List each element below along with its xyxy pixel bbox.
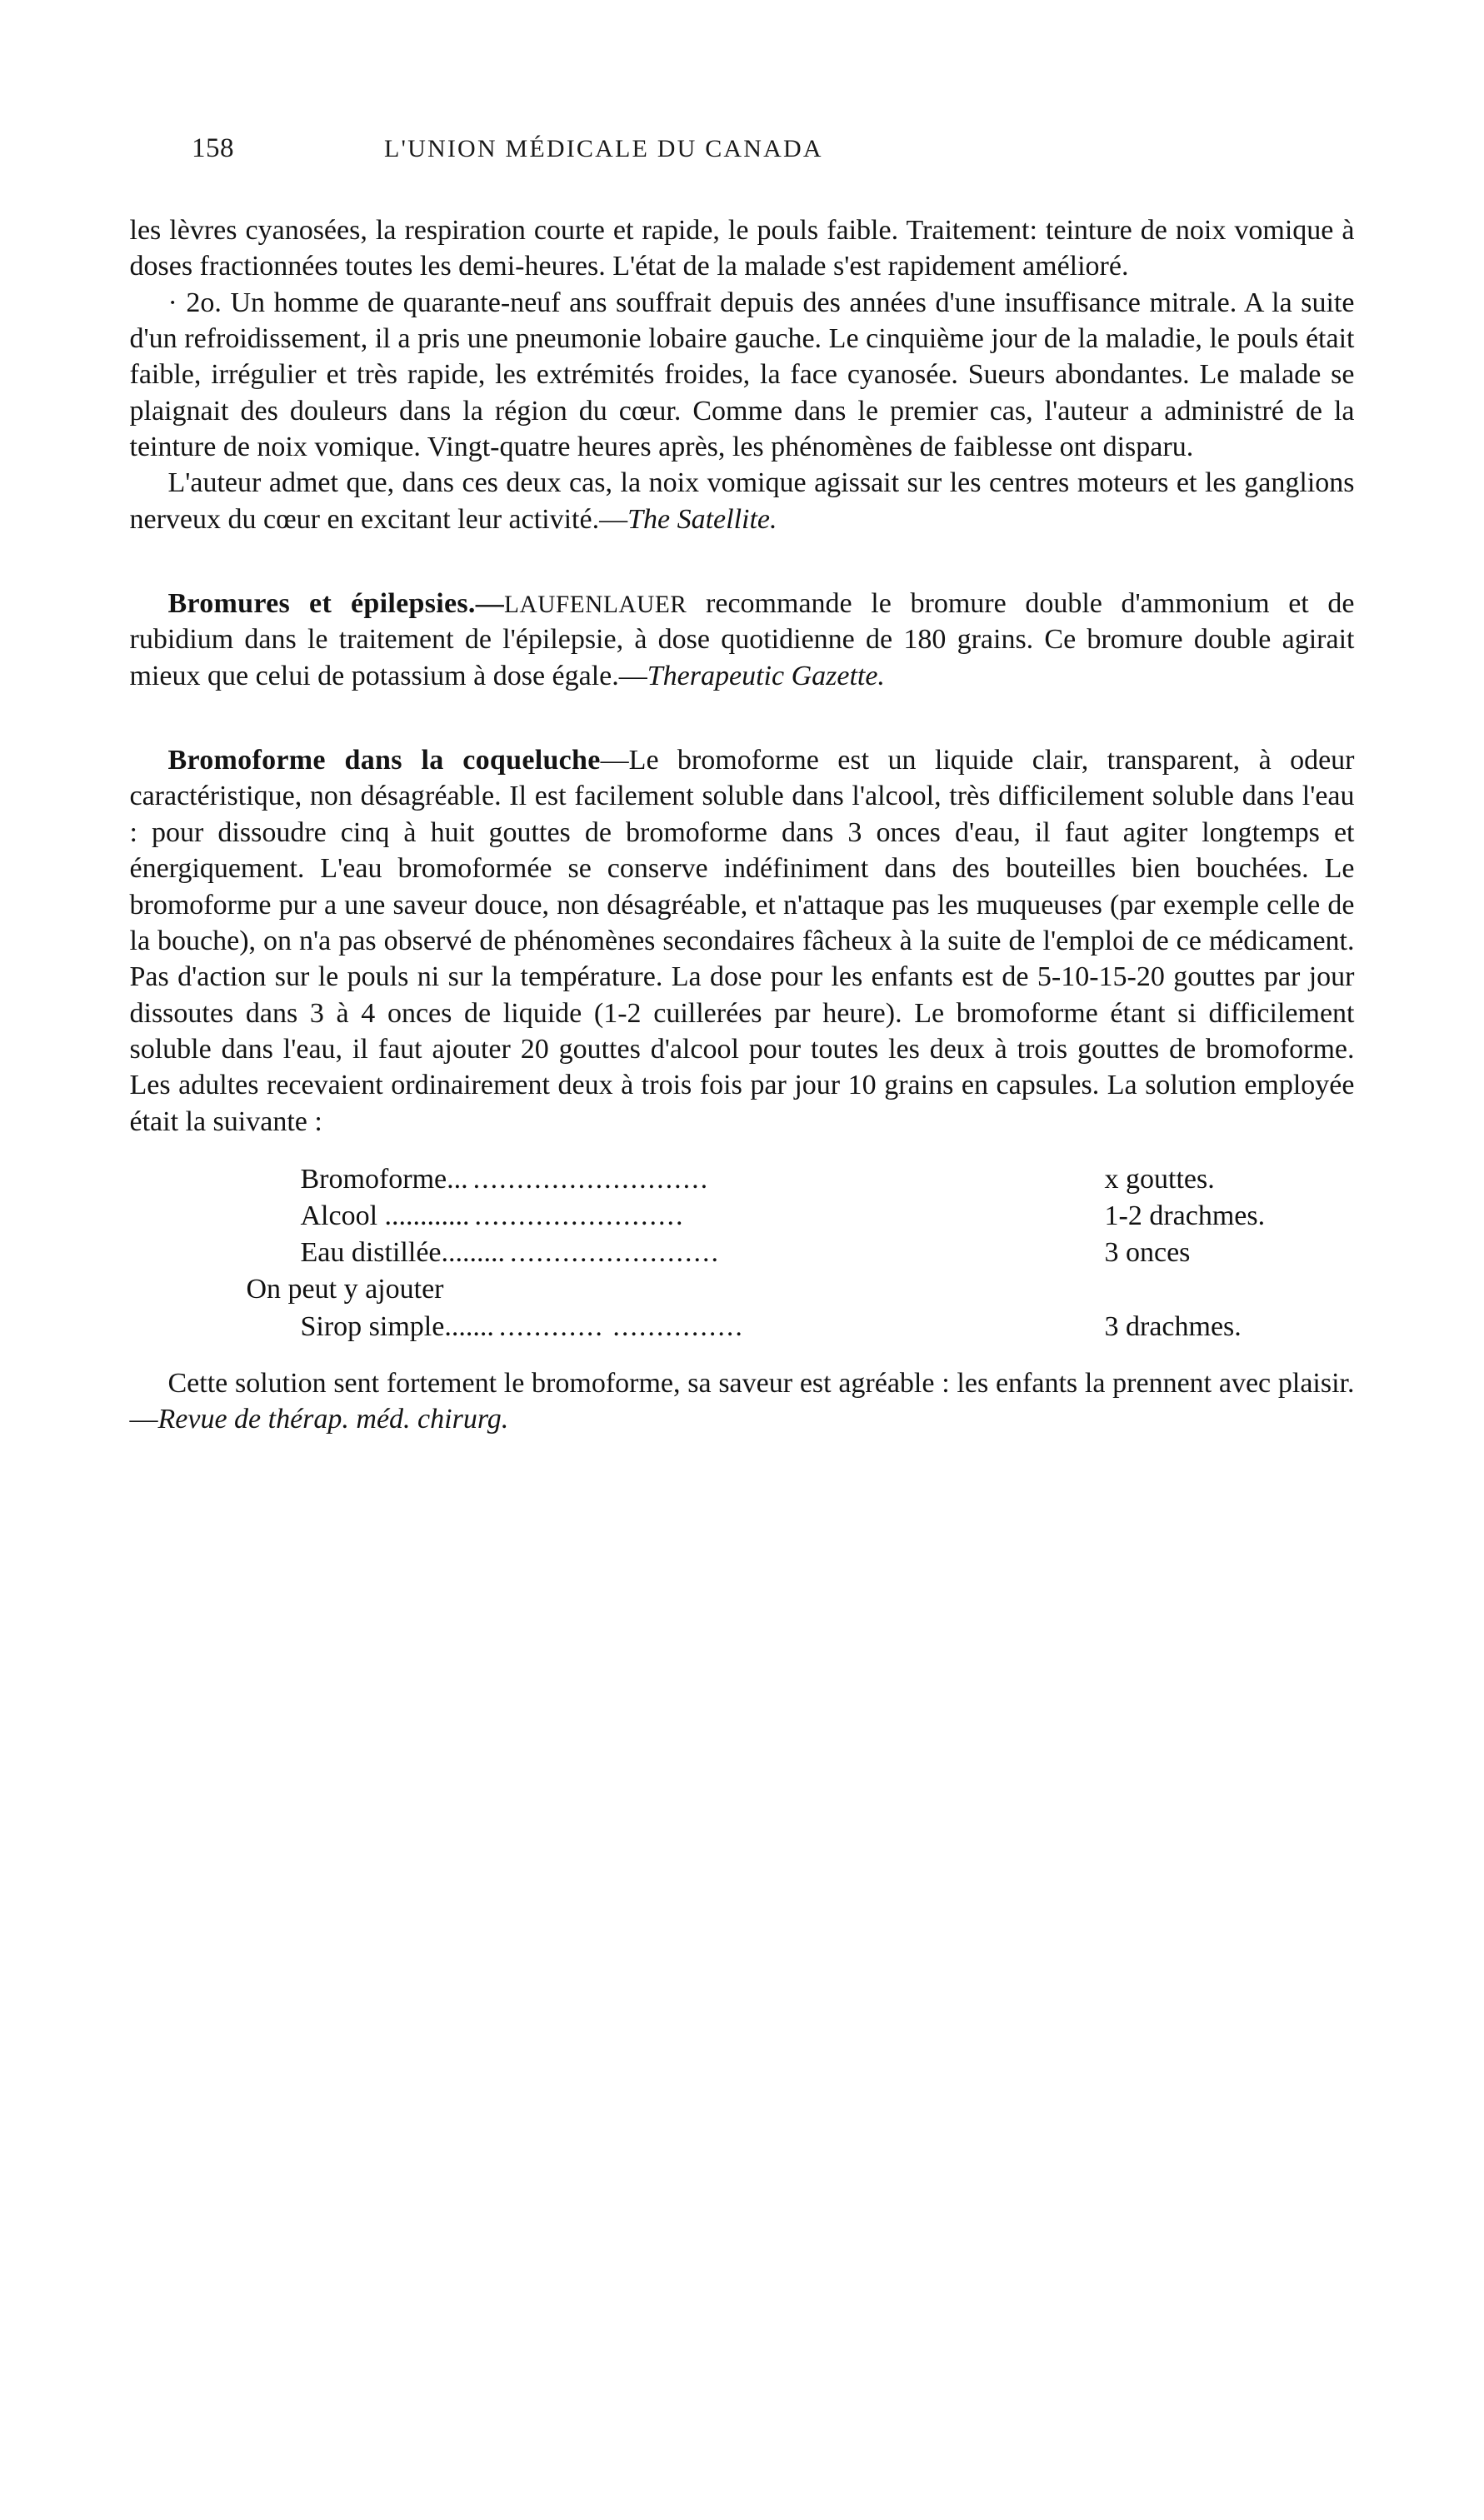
closing-source: Revue de thérap. méd. chirurg.: [157, 1404, 509, 1435]
ingredient-quantity: 3 drachmes.: [1104, 1310, 1242, 1342]
text-column: [130, 212, 1355, 1438]
running-title: L'UNION MÉDICALE DU CANADA: [384, 135, 823, 162]
prescription-note: On peut y ajouter: [246, 1274, 444, 1305]
article-bromoforme-coqueluche: [130, 742, 1355, 1140]
prescription-block: [130, 1161, 1355, 1345]
closing-paragraph: [130, 1365, 1355, 1438]
ingredient-name: Eau distillée.........: [300, 1237, 506, 1269]
dot-leader: ........................: [510, 1237, 721, 1269]
article-bromures-epilepsies: [130, 586, 1355, 694]
ingredient-name: Sirop simple.......: [300, 1310, 494, 1342]
prescription-row: [130, 1161, 1355, 1198]
dot-leader: ...........................: [472, 1163, 710, 1195]
closing-text: Cette solution sent fortement le bromoforme, sa saveur est agréable : les enfants la prennent avec plaisir.—: [129, 1367, 1355, 1435]
paragraph-case-one: les lèvres cyanosées, la respiration courte et rapide, le pouls faible. Traitement: teinture de noix vomique à doses fractionnées toutes les demi-heures. L'état de la malade s'est rapidement amélioré.: [129, 215, 1355, 282]
conclusion-source: The Satellite.: [627, 503, 777, 535]
ingredient-name: Alcool ............: [300, 1200, 470, 1232]
prescription-row: [130, 1198, 1355, 1235]
dot-leader: ........................: [474, 1200, 685, 1232]
prescription-row: [130, 1309, 1355, 1345]
conclusion-text: L'auteur admet que, dans ces deux cas, la noix vomique agissait sur les centres moteurs et les ganglions nerveux du cœur en excitant leur activité.—: [129, 467, 1355, 535]
ingredient-quantity: x gouttes.: [1104, 1163, 1215, 1195]
paragraph-case-two: · 2o. Un homme de quarante-neuf ans souffrait depuis des années d'une insuffisance mitrale. A la suite d'un refroidissement, il a pris une pneumonie lobaire gauche. Le cinquième jour de la maladie, le pouls était faible, irrégulier et très rapide, les extrémités froides, la face cyanosée. Sueurs abondantes. Le malade se plaignait des douleurs dans la région du cœur. Comme dans le premier cas, l'auteur a administré de la teinture de noix vomique. Vingt-quatre heures après, les phénomènes de faiblesse ont disparu.: [129, 287, 1355, 463]
page-folio: 158: [192, 133, 234, 163]
prescription-row: [130, 1235, 1355, 1271]
ingredient-quantity: 3 onces: [1104, 1237, 1191, 1269]
article-body: —Le bromoforme est un liquide clair, transparent, à odeur caractéristique, non désagréable. Il est facilement soluble dans l'alcool, très difficilement soluble dans l'eau : pour dissoudre cinq à huit gouttes de bromoforme dans 3 onces d'eau, il faut agiter longtemps et énergiquement. L'eau bromoformée se conserve indéfiniment dans des bouteilles bien bouchées. Le bromoforme pur a une saveur douce, non désagréable, et n'attaque pas les muqueuses (par exemple celle de la bouche), on n'a pas observé de phénomènes secondaires fâcheux à la suite de l'emploi de ce médicament. Pas d'action sur le pouls ni sur la température. La dose pour les enfants est de 5-10-15-20 gouttes par jour dissoutes dans 3 à 4 onces de liquide (1-2 cuillerées par heure). Le bromoforme étant si difficilement soluble dans l'eau, il faut ajouter 20 gouttes d'alcool pour toutes les deux à trois gouttes de bromoforme. Les adultes recevaient ordinairement deux à trois fois par jour 10 grains en capsules. La solution employée était la suivante :: [129, 745, 1355, 1137]
article-heading: Bromoforme dans la coqueluche: [167, 745, 601, 776]
dot-leader: ............ ...............: [498, 1310, 744, 1342]
running-head: [125, 133, 1359, 164]
article-body: recommande le bromure double d'ammonium et de rubidium dans le traitement de l'épilepsie, à dose quotidienne de 180 grains. Ce bromure double agirait mieux que celui de potassium à dose égale.—: [129, 588, 1355, 691]
closing-block: [130, 1365, 1355, 1438]
article-heading: Bromures et épilepsies.—: [167, 588, 505, 620]
ingredient-name: Bromoforme...: [300, 1163, 468, 1195]
article-source: Therapeutic Gazette.: [647, 660, 885, 691]
paragraph-conclusion: [130, 465, 1355, 537]
article-author: LAUFENLAUER: [504, 591, 687, 619]
ingredient-quantity: 1-2 drachmes.: [1104, 1200, 1266, 1232]
